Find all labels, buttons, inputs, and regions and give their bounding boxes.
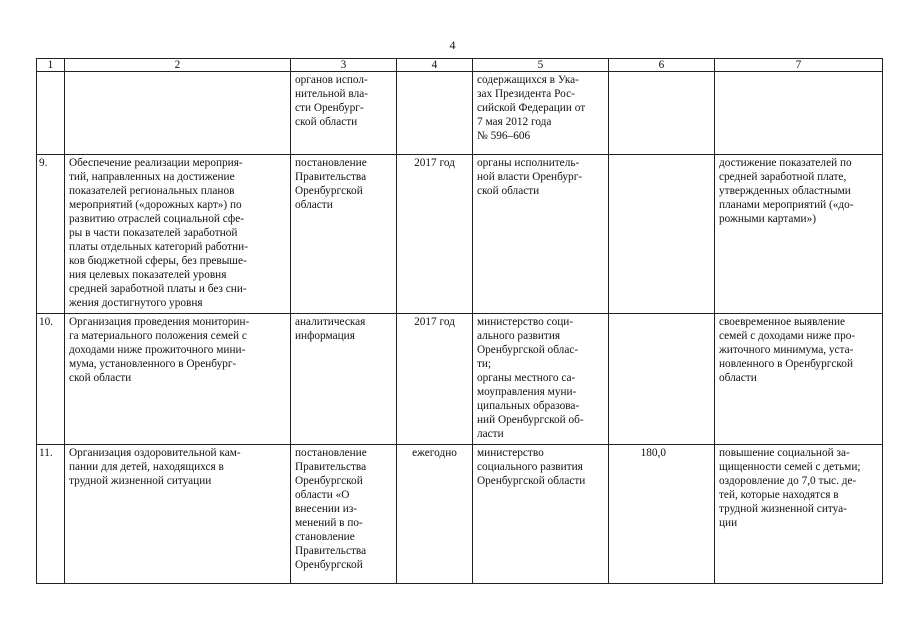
- form-cell: аналитическая информация: [291, 314, 397, 445]
- measures-table: [36, 58, 883, 584]
- column-header: 6: [609, 59, 715, 72]
- row-number: [37, 72, 65, 155]
- event-cell: [65, 72, 291, 155]
- amount-cell: [609, 314, 715, 445]
- executor-cell: министерство соци- ального развития Оренбургской облас- ти; органы местного са- моуправления муни- ципальных образова- ний Оренбургской об- ласти: [473, 314, 609, 445]
- column-header: 5: [473, 59, 609, 72]
- table-row: [37, 445, 883, 584]
- executor-cell: содержащихся в Ука- зах Президента Рос- сийской Федерации от 7 мая 2012 года № 596–606: [473, 72, 609, 155]
- column-header: 1: [37, 59, 65, 72]
- form-cell: органов испол- нительной вла- сти Оренбург- ской области: [291, 72, 397, 155]
- table-row: [37, 72, 883, 155]
- column-header: 7: [715, 59, 883, 72]
- amount-cell: [609, 155, 715, 314]
- amount-cell: 180,0: [609, 445, 715, 584]
- event-cell: Организация оздоровительной кам- пании для детей, находящихся в трудной жизненной ситуации: [65, 445, 291, 584]
- executor-cell: органы исполнитель- ной власти Оренбург- ской области: [473, 155, 609, 314]
- column-header: 2: [65, 59, 291, 72]
- result-cell: [715, 72, 883, 155]
- event-cell: Обеспечение реализации мероприя- тий, направленных на достижение показателей региональных планов мероприятий («дорожных карт») по развитию отраслей социальной сфе- ры в части показателей заработной платы отдельных категорий работни- ков бюджетной сферы, без превыше- ния целевых показателей уровня средней заработной платы и без сни- жения достигнутого уровня: [65, 155, 291, 314]
- column-header: 4: [397, 59, 473, 72]
- header-row: [37, 59, 883, 72]
- term-cell: ежегодно: [397, 445, 473, 584]
- table-row: [37, 314, 883, 445]
- result-cell: достижение показателей по средней заработной плате, утвержденных областными планами мероприятий («до- рожными картами»): [715, 155, 883, 314]
- row-number: 10.: [37, 314, 65, 445]
- term-cell: 2017 год: [397, 314, 473, 445]
- result-cell: повышение социальной за- щищенности семей с детьми; оздоровление до 7,0 тыс. де- тей, которые находятся в трудной жизненной ситуа- ции: [715, 445, 883, 584]
- form-cell: постановление Правительства Оренбургской области «О внесении из- менений в по- становление Правительства Оренбургской: [291, 445, 397, 584]
- amount-cell: [609, 72, 715, 155]
- result-cell: своевременное выявление семей с доходами ниже про- житочного минимума, уста- новленного в Оренбургской области: [715, 314, 883, 445]
- event-cell: Организация проведения мониторин- га материального положения семей с доходами ниже прожиточного мини- мума, установленного в Оренбург- ской области: [65, 314, 291, 445]
- executor-cell: министерство социального развития Оренбургской области: [473, 445, 609, 584]
- row-number: 9.: [37, 155, 65, 314]
- term-cell: [397, 72, 473, 155]
- column-header: 3: [291, 59, 397, 72]
- term-cell: 2017 год: [397, 155, 473, 314]
- row-number: 11.: [37, 445, 65, 584]
- table-row: [37, 155, 883, 314]
- page-number: 4: [449, 38, 456, 52]
- form-cell: постановление Правительства Оренбургской области: [291, 155, 397, 314]
